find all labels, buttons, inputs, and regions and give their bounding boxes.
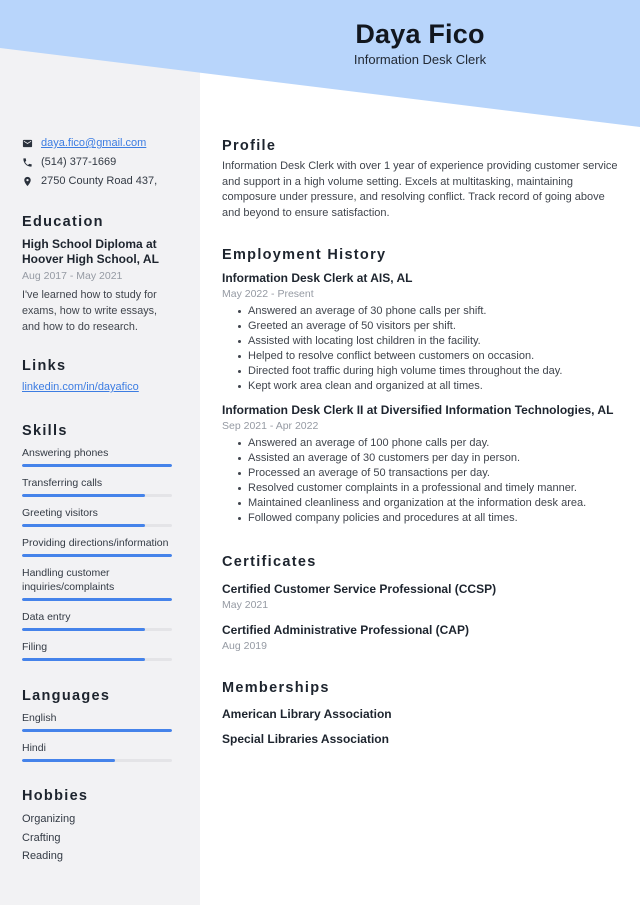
job-title: Information Desk Clerk II at Diversified Information Technologies, AL <box>222 403 614 417</box>
job-bullet: Resolved customer complaints in a professional and timely manner. <box>238 481 618 496</box>
language-bar-fill <box>22 729 172 732</box>
job-bullet: Directed foot traffic during high volume times throughout the day. <box>238 364 618 379</box>
certificate-date: May 2021 <box>222 599 269 611</box>
phone-icon <box>22 157 33 168</box>
skill-bar-fill <box>22 494 145 497</box>
language-item <box>22 711 178 732</box>
skill-bar-track <box>22 628 172 631</box>
certificates-list <box>222 582 618 653</box>
skills-list <box>22 446 178 661</box>
email-link[interactable]: daya.fico@gmail.com <box>41 137 147 149</box>
certificates-heading: Certificates <box>222 554 317 570</box>
contact-email-row <box>22 134 178 153</box>
jobs-list <box>222 271 618 526</box>
job-entry <box>222 403 618 526</box>
sidebar <box>22 134 178 866</box>
language-item <box>22 741 178 762</box>
job-dates: May 2022 - Present <box>222 288 314 300</box>
skill-label: Filing <box>22 641 48 653</box>
linkedin-link[interactable]: linkedin.com/in/dayafico <box>22 381 139 393</box>
contact-address-row <box>22 172 178 191</box>
contact-phone-row <box>22 153 178 172</box>
certificate-title: Certified Administrative Professional (CAP) <box>222 623 469 637</box>
skill-bar-fill <box>22 598 172 601</box>
skill-label: Greeting visitors <box>22 507 98 519</box>
job-bullet: Kept work area clean and organized at all times. <box>238 379 618 394</box>
skill-item <box>22 506 178 527</box>
skill-bar-track <box>22 658 172 661</box>
job-bullet: Assisted an average of 30 customers per day in person. <box>238 451 618 466</box>
skill-label: Data entry <box>22 611 71 623</box>
language-bar-track <box>22 759 172 762</box>
job-dates: Sep 2021 - Apr 2022 <box>222 420 319 432</box>
job-bullet: Processed an average of 50 transactions per day. <box>238 466 618 481</box>
skills-heading: Skills <box>22 423 68 439</box>
language-label: English <box>22 712 57 724</box>
links-list <box>22 380 178 395</box>
skill-label: Answering phones <box>22 447 109 459</box>
skill-bar-fill <box>22 658 145 661</box>
education-dates: Aug 2017 - May 2021 <box>22 270 123 282</box>
skill-bar-fill <box>22 524 145 527</box>
membership-item: American Library Association <box>222 707 392 721</box>
memberships-list <box>222 707 618 747</box>
education-degree: High School Diploma at Hoover High School, AL <box>22 237 159 266</box>
job-bullet: Followed company policies and procedures at all times. <box>238 511 618 526</box>
skill-bar-track <box>22 598 172 601</box>
job-bullet: Helped to resolve conflict between customers on occasion. <box>238 349 618 364</box>
candidate-name: Daya Fico <box>355 19 485 49</box>
language-label: Hindi <box>22 742 46 754</box>
skill-bar-fill <box>22 464 172 467</box>
envelope-icon <box>22 138 33 149</box>
job-bullet: Greeted an average of 50 visitors per shift. <box>238 319 618 334</box>
languages-heading: Languages <box>22 688 111 704</box>
employment-heading: Employment History <box>222 247 387 263</box>
links-heading: Links <box>22 358 67 374</box>
language-bar-fill <box>22 759 115 762</box>
profile-text: Information Desk Clerk with over 1 year of experience providing customer service and support in a high volume setting. Excels at multitasking, maintaining composure under pressure, and resolving conflict. Track record of going above and beyond to ensure satisfaction. <box>222 160 618 219</box>
skill-label: Providing directions/information <box>22 537 169 549</box>
language-bar-track <box>22 729 172 732</box>
candidate-job-title: Information Desk Clerk <box>353 52 487 67</box>
job-bullets <box>222 304 618 394</box>
certificate-entry <box>222 623 618 653</box>
education-description: I've learned how to study for exams, how to write essays, and how to do research. <box>22 289 158 333</box>
education-heading: Education <box>22 214 104 230</box>
certificate-entry <box>222 582 618 612</box>
skill-item <box>22 640 178 661</box>
skill-bar-track <box>22 554 172 557</box>
main-content <box>222 137 618 747</box>
skill-item <box>22 566 178 601</box>
profile-heading: Profile <box>222 138 277 154</box>
languages-list <box>22 711 178 762</box>
skill-item <box>22 610 178 631</box>
skill-bar-fill <box>22 554 172 557</box>
hobby-item: Crafting <box>22 831 61 844</box>
job-entry <box>222 271 618 394</box>
skill-label: Transferring calls <box>22 477 103 489</box>
hobbies-list <box>22 810 178 866</box>
skill-item <box>22 446 178 467</box>
link-item <box>22 380 178 395</box>
hobby-item: Reading <box>22 850 63 862</box>
certificate-title: Certified Customer Service Professional (CCSP) <box>222 582 497 596</box>
hobbies-heading: Hobbies <box>22 788 89 804</box>
membership-item: Special Libraries Association <box>222 732 389 746</box>
memberships-heading: Memberships <box>222 680 330 696</box>
header <box>200 18 640 68</box>
job-bullet: Assisted with locating lost children in the facility. <box>238 334 618 349</box>
skill-bar-fill <box>22 628 145 631</box>
certificate-date: Aug 2019 <box>222 640 267 652</box>
phone-number: (514) 377-1669 <box>41 156 117 168</box>
skill-label: Handling customer inquiries/complaints <box>22 567 115 593</box>
job-bullet: Answered an average of 100 phone calls per day. <box>238 436 618 451</box>
job-bullets <box>222 436 618 526</box>
skill-bar-track <box>22 494 172 497</box>
hobby-item: Organizing <box>22 813 76 825</box>
skill-item <box>22 476 178 497</box>
job-title: Information Desk Clerk at AIS, AL <box>222 271 413 285</box>
skill-item <box>22 536 178 557</box>
job-bullet: Maintained cleanliness and organization at the information desk area. <box>238 496 618 511</box>
job-bullet: Answered an average of 30 phone calls per shift. <box>238 304 618 319</box>
address-text: 2750 County Road 437, <box>41 175 158 187</box>
map-pin-icon <box>22 176 33 187</box>
skill-bar-track <box>22 524 172 527</box>
skill-bar-track <box>22 464 172 467</box>
